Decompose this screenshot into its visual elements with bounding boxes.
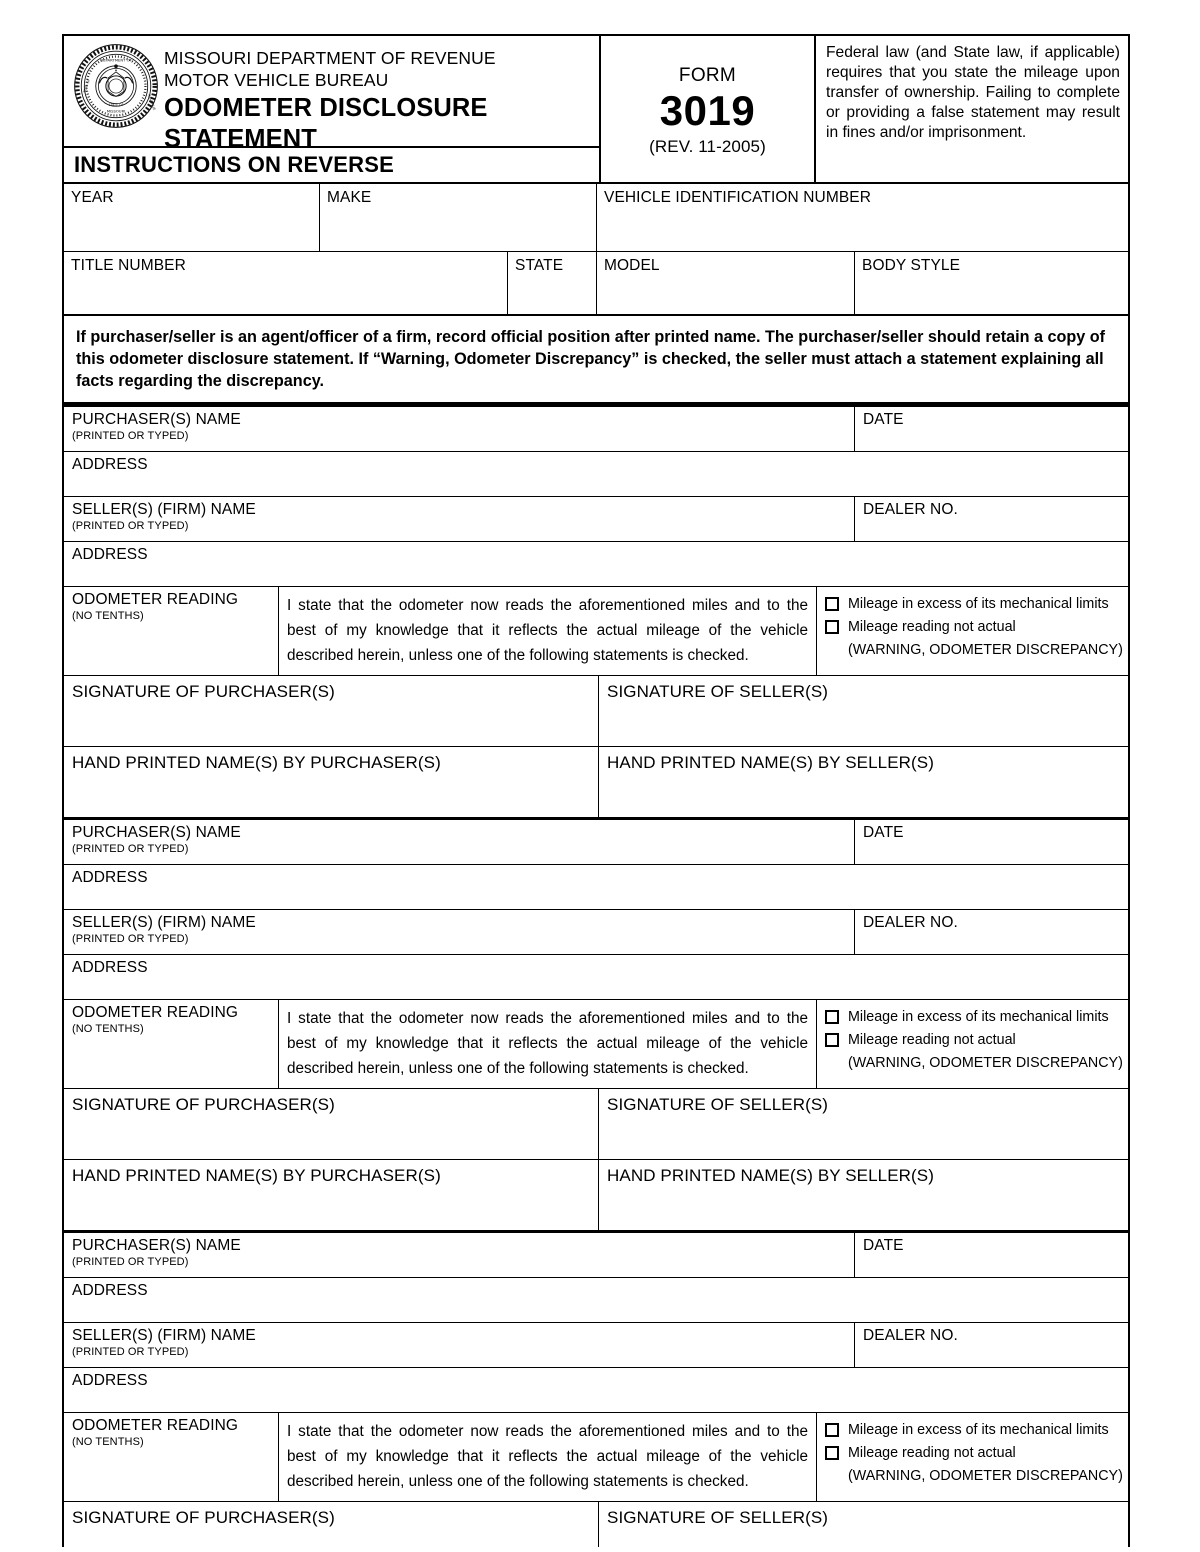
checkbox-row-excess[interactable] [825, 1008, 1124, 1027]
agent-officer-notice-text: If purchaser/seller is an agent/officer of a firm, record official position after printed name. The purchaser/seller should retain a copy of this odometer disclosure statement. If “Warning, Odometer Discrepancy” is checked, the seller must attach a statement explaining all facts regarding the discrepancy. [76, 328, 1106, 391]
hand-printed-purchaser-label: HAND PRINTED NAME(S) BY PURCHASER(S) [72, 753, 441, 773]
hand-printed-seller-value [599, 1186, 1128, 1192]
svg-text:REVENUE: REVENUE [146, 93, 157, 111]
field-signature-purchaser[interactable] [64, 1502, 599, 1547]
seller-address-label: ADDRESS [72, 1372, 148, 1390]
checkbox-mileage-excess[interactable] [825, 597, 839, 611]
field-year[interactable] [64, 184, 320, 251]
hand-printed-name-row [64, 1160, 1128, 1230]
odometer-disclosure-form [62, 34, 1130, 1547]
field-date[interactable] [855, 820, 1128, 864]
state-label: STATE [515, 257, 564, 274]
agency-name-line2: MOTOR VEHICLE BUREAU [164, 70, 389, 91]
body-style-label: BODY STYLE [862, 257, 961, 274]
field-seller-name[interactable] [64, 497, 855, 541]
svg-text:DEPARTMENT OF: DEPARTMENT OF [100, 57, 132, 63]
seller-name-label: SELLER(S) (FIRM) NAME [72, 914, 256, 932]
printed-or-typed-note: (PRINTED OR TYPED) [72, 933, 189, 946]
svg-text:STATE OF: STATE OF [108, 103, 124, 108]
purchaser-name-row [64, 1233, 1128, 1278]
seller-name-label: SELLER(S) (FIRM) NAME [72, 501, 256, 519]
printed-or-typed-note: (PRINTED OR TYPED) [72, 1256, 189, 1269]
field-title-number[interactable] [64, 252, 508, 314]
signature-purchaser-label: SIGNATURE OF PURCHASER(S) [72, 1095, 335, 1115]
form-revision-label: (REV. 11-2005) [649, 136, 766, 156]
dealer-no-label: DEALER NO. [863, 914, 958, 932]
field-date[interactable] [855, 407, 1128, 451]
signature-row [64, 676, 1128, 747]
odometer-row [64, 587, 1128, 676]
date-label: DATE [863, 824, 904, 842]
field-vin[interactable] [597, 184, 1128, 251]
checkbox-mileage-not-actual[interactable] [825, 620, 839, 634]
signature-purchaser-label: SIGNATURE OF PURCHASER(S) [72, 682, 335, 702]
field-purchaser-address[interactable] [64, 452, 1128, 496]
field-date[interactable] [855, 1233, 1128, 1277]
field-body-style[interactable] [855, 252, 1128, 314]
field-seller-name[interactable] [64, 910, 855, 954]
vehicle-row-2 [64, 252, 1128, 314]
field-signature-seller[interactable] [599, 1502, 1128, 1547]
agency-title-area [64, 36, 599, 153]
checkbox-mileage-excess[interactable] [825, 1423, 839, 1437]
field-signature-seller[interactable] [599, 676, 1128, 746]
signature-seller-value [599, 1115, 1128, 1121]
form-number-panel [599, 36, 814, 182]
purchaser-name-label: PURCHASER(S) NAME [72, 1237, 241, 1255]
hand-printed-purchaser-label: HAND PRINTED NAME(S) BY PURCHASER(S) [72, 1166, 441, 1186]
odometer-reading-label: ODOMETER READING [72, 591, 239, 609]
field-odometer-reading[interactable] [64, 587, 279, 675]
purchaser-address-row [64, 865, 1128, 910]
field-hand-printed-seller[interactable] [599, 747, 1128, 817]
seller-name-label: SELLER(S) (FIRM) NAME [72, 1327, 256, 1345]
field-seller-address[interactable] [64, 542, 1128, 586]
hand-printed-seller-label: HAND PRINTED NAME(S) BY SELLER(S) [607, 1166, 934, 1186]
field-signature-purchaser[interactable] [64, 1089, 599, 1159]
odometer-checkbox-cell [817, 1413, 1128, 1501]
purchaser-name-label: PURCHASER(S) NAME [72, 824, 241, 842]
signature-seller-label: SIGNATURE OF SELLER(S) [607, 1095, 829, 1115]
hand-printed-purchaser-value [64, 773, 598, 779]
field-seller-address[interactable] [64, 1368, 1128, 1412]
hand-printed-seller-value [599, 773, 1128, 779]
transaction-block-1 [62, 404, 1130, 817]
signature-row [64, 1089, 1128, 1160]
field-purchaser-address[interactable] [64, 865, 1128, 909]
field-purchaser-name[interactable] [64, 1233, 855, 1277]
seller-name-row [64, 1323, 1128, 1368]
printed-or-typed-note: (PRINTED OR TYPED) [72, 1346, 189, 1359]
seller-address-row [64, 955, 1128, 1000]
hand-printed-purchaser-value [64, 1186, 598, 1192]
header-left-panel [64, 36, 599, 182]
odometer-statement-text: I state that the odometer now reads the aforementioned miles and to the best of my knowledge that it reflects the actual mileage of the vehicle described herein, unless one of the following statements is checked. [287, 1423, 808, 1490]
field-seller-address[interactable] [64, 955, 1128, 999]
vehicle-information-grid [62, 182, 1130, 316]
field-signature-seller[interactable] [599, 1089, 1128, 1159]
checkbox-mileage-not-actual-label: Mileage reading not actual [848, 618, 1016, 635]
field-hand-printed-purchaser[interactable] [64, 1160, 599, 1230]
checkbox-row-excess[interactable] [825, 595, 1124, 614]
agent-officer-notice [62, 316, 1130, 404]
field-model[interactable] [597, 252, 855, 314]
signature-row [64, 1502, 1128, 1547]
printed-or-typed-note: (PRINTED OR TYPED) [72, 430, 189, 443]
agency-name-line1: MISSOURI DEPARTMENT OF REVENUE [164, 48, 496, 68]
field-odometer-reading[interactable] [64, 1413, 279, 1501]
federal-notice-text: Federal law (and State law, if applicable) requires that you state the mileage upon transfer of ownership. Failing to complete or providing a false statement may result in fines and/or imprisonment. [826, 44, 1120, 142]
make-label: MAKE [327, 189, 372, 206]
svg-text:MISSOURI: MISSOURI [106, 108, 126, 114]
odometer-checkbox-cell [817, 587, 1128, 675]
odometer-statement-text: I state that the odometer now reads the aforementioned miles and to the best of my knowledge that it reflects the actual mileage of the vehicle described herein, unless one of the following statements is checked. [287, 597, 808, 664]
checkbox-row-not-actual[interactable] [825, 1444, 1124, 1463]
form-header [62, 34, 1130, 182]
checkbox-mileage-excess-label: Mileage in excess of its mechanical limits [848, 1422, 1109, 1439]
date-label: DATE [863, 1237, 904, 1255]
form-number-value: 3019 [659, 87, 756, 135]
transaction-block-3 [62, 1230, 1130, 1547]
field-hand-printed-purchaser[interactable] [64, 747, 599, 817]
field-seller-name[interactable] [64, 1323, 855, 1367]
seller-address-row [64, 1368, 1128, 1413]
field-hand-printed-seller[interactable] [599, 1160, 1128, 1230]
no-tenths-note: (NO TENTHS) [72, 1436, 144, 1449]
no-tenths-note: (NO TENTHS) [72, 610, 144, 623]
seller-address-row [64, 542, 1128, 587]
field-signature-purchaser[interactable] [64, 676, 599, 746]
hand-printed-name-row [64, 747, 1128, 817]
checkbox-row-not-actual[interactable] [825, 1031, 1124, 1050]
year-label: YEAR [71, 189, 114, 206]
odometer-row [64, 1413, 1128, 1502]
odometer-reading-label: ODOMETER READING [72, 1417, 239, 1435]
federal-notice-panel [814, 36, 1128, 182]
signature-seller-value [599, 1528, 1128, 1534]
odometer-checkbox-cell [817, 1000, 1128, 1088]
checkbox-mileage-excess-label: Mileage in excess of its mechanical limits [848, 1009, 1109, 1026]
hand-printed-seller-label: HAND PRINTED NAME(S) BY SELLER(S) [607, 753, 934, 773]
field-state[interactable] [508, 252, 597, 314]
checkbox-mileage-excess[interactable] [825, 1010, 839, 1024]
form-title-line1: ODOMETER DISCLOSURE [164, 93, 488, 122]
field-purchaser-name[interactable] [64, 820, 855, 864]
printed-or-typed-note: (PRINTED OR TYPED) [72, 520, 189, 533]
checkbox-mileage-excess-label: Mileage in excess of its mechanical limits [848, 596, 1109, 613]
signature-seller-value [599, 702, 1128, 708]
odometer-statement-cell [279, 1413, 817, 1501]
vin-label: VEHICLE IDENTIFICATION NUMBER [604, 189, 871, 206]
signature-purchaser-value [64, 1528, 598, 1534]
odometer-row [64, 1000, 1128, 1089]
odometer-discrepancy-warning-label: (WARNING, ODOMETER DISCREPANCY) [848, 641, 1123, 658]
signature-purchaser-value [64, 702, 598, 708]
field-purchaser-address[interactable] [64, 1278, 1128, 1322]
form-word-label: FORM [678, 65, 737, 87]
signature-seller-label: SIGNATURE OF SELLER(S) [607, 682, 829, 702]
checkbox-mileage-not-actual-label: Mileage reading not actual [848, 1444, 1016, 1461]
no-tenths-note: (NO TENTHS) [72, 1023, 144, 1036]
purchaser-address-label: ADDRESS [72, 456, 148, 474]
field-dealer-no[interactable] [855, 910, 1128, 954]
agency-text-block [164, 42, 599, 153]
date-label: DATE [863, 411, 904, 429]
checkbox-mileage-not-actual[interactable] [825, 1033, 839, 1047]
purchaser-address-label: ADDRESS [72, 869, 148, 887]
instructions-on-reverse-label: INSTRUCTIONS ON REVERSE [74, 152, 394, 177]
odometer-discrepancy-warning-label: (WARNING, ODOMETER DISCREPANCY) [848, 1467, 1123, 1484]
printed-or-typed-note: (PRINTED OR TYPED) [72, 843, 189, 856]
title-number-label: TITLE NUMBER [71, 257, 186, 274]
checkbox-mileage-not-actual-label: Mileage reading not actual [848, 1031, 1016, 1048]
odometer-statement-cell [279, 1000, 817, 1088]
odometer-statement-cell [279, 587, 817, 675]
purchaser-name-label: PURCHASER(S) NAME [72, 411, 241, 429]
form-title-line2: STATEMENT [164, 124, 317, 153]
odometer-statement-text: I state that the odometer now reads the aforementioned miles and to the best of my knowledge that it reflects the actual mileage of the vehicle described herein, unless one of the following statements is checked. [287, 1010, 808, 1077]
transaction-block-2 [62, 817, 1130, 1230]
seller-name-row [64, 910, 1128, 955]
missouri-state-seal-icon [72, 42, 160, 130]
signature-seller-label: SIGNATURE OF SELLER(S) [607, 1508, 829, 1528]
odometer-discrepancy-warning-label: (WARNING, ODOMETER DISCREPANCY) [848, 1054, 1123, 1071]
vehicle-row-1 [64, 184, 1128, 252]
odometer-reading-label: ODOMETER READING [72, 1004, 239, 1022]
seller-address-label: ADDRESS [72, 959, 148, 977]
field-dealer-no[interactable] [855, 1323, 1128, 1367]
dealer-no-label: DEALER NO. [863, 1327, 958, 1345]
checkbox-row-not-actual[interactable] [825, 618, 1124, 637]
field-purchaser-name[interactable] [64, 407, 855, 451]
purchaser-address-label: ADDRESS [72, 1282, 148, 1300]
checkbox-row-excess[interactable] [825, 1421, 1124, 1440]
model-label: MODEL [604, 257, 660, 274]
svg-text:SEAL OF: SEAL OF [82, 78, 92, 94]
signature-purchaser-value [64, 1115, 598, 1121]
purchaser-name-row [64, 407, 1128, 452]
purchaser-name-row [64, 820, 1128, 865]
field-odometer-reading[interactable] [64, 1000, 279, 1088]
seller-name-row [64, 497, 1128, 542]
dealer-no-label: DEALER NO. [863, 501, 958, 519]
field-make[interactable] [320, 184, 597, 251]
checkbox-mileage-not-actual[interactable] [825, 1446, 839, 1460]
signature-purchaser-label: SIGNATURE OF PURCHASER(S) [72, 1508, 335, 1528]
field-dealer-no[interactable] [855, 497, 1128, 541]
purchaser-address-row [64, 1278, 1128, 1323]
purchaser-address-row [64, 452, 1128, 497]
seller-address-label: ADDRESS [72, 546, 148, 564]
